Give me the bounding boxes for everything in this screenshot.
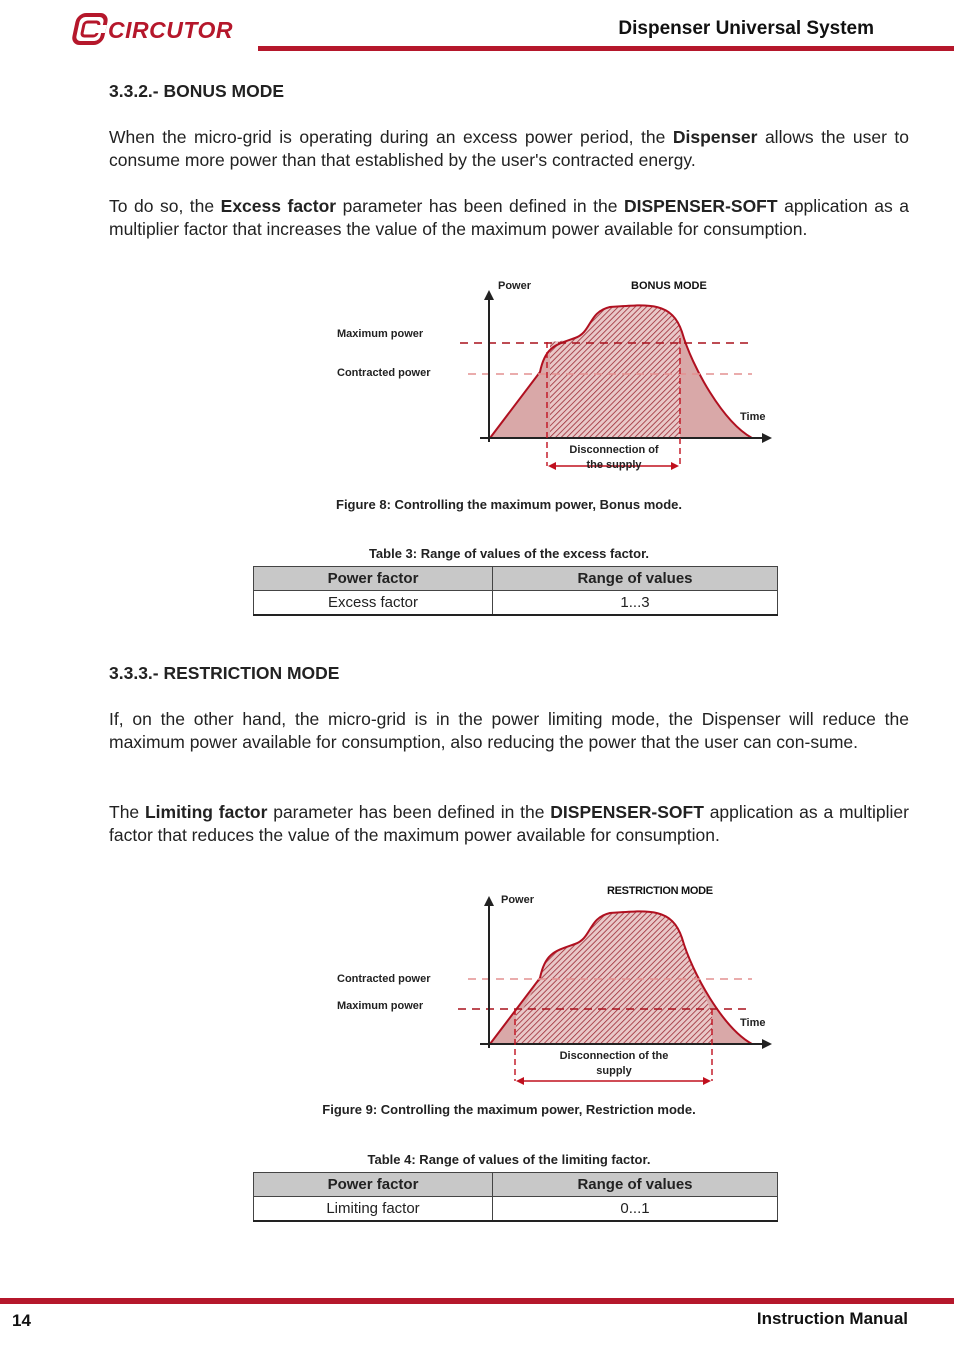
bracket-label-line-2: the supply [586,459,642,471]
x-axis-label: Time [740,1017,766,1029]
circutor-logo [70,10,250,48]
text-run: To do so, the [109,196,221,216]
text-run: application as a multiplier factor that reduces the value of the maximum power available for consumption. [109,802,909,845]
bracket-arrow-right [671,462,679,470]
column-header: Power factor [254,1173,493,1197]
x-axis-arrow [762,1039,772,1049]
table-row [254,1197,778,1222]
bonus-paragraph-2 [109,195,909,241]
y-axis-label: Power [498,280,532,292]
bold-term: DISPENSER-SOFT [550,802,704,822]
document-title: Dispenser Universal System [618,18,874,39]
table-cell: 1...3 [493,591,778,616]
section-heading-bonus: 3.3.2.- BONUS MODE [109,81,285,101]
limiting-factor-table [253,1172,778,1222]
upper-line-label: Contracted power [337,973,431,985]
figure-title: BONUS MODE [631,280,707,292]
text-run: parameter has been defined in the [336,196,624,216]
logo-mark [73,15,109,43]
bracket-arrow-right [703,1077,711,1085]
text-run: allows the user to consume more power than that established by the user's contracted energy. [109,127,909,170]
column-header: Range of values [493,1173,778,1197]
table-3-caption: Table 3: Range of values of the excess factor. [368,546,650,561]
disconnection-area [516,1009,712,1044]
table-row [254,591,778,616]
disconnection-area [550,305,680,438]
table-header-row [254,567,778,591]
column-header: Power factor [254,567,493,591]
figure-restriction-mode [330,878,780,1088]
figure-9-caption: Figure 9: Controlling the maximum power, Restriction mode. [322,1102,696,1117]
section-heading-restriction: 3.3.3.- RESTRICTION MODE [109,663,340,683]
bracket-label-line-1: Disconnection of the [559,1050,669,1062]
text-run: When the micro-grid is operating during an excess power period, the [109,127,673,147]
bold-term: DISPENSER-SOFT [623,196,778,216]
x-axis-arrow [762,433,772,443]
x-axis-label: Time [740,411,766,423]
bold-term: Excess factor [220,196,337,216]
y-axis-arrow [484,290,494,300]
manual-title: Instruction Manual [756,1309,908,1328]
text-run: application as a multiplier factor that increases the value of the maximum power available for consumption. [109,196,909,239]
curve-hatch [523,911,710,1009]
table-header-row [254,1173,778,1197]
text-run: The [109,802,145,822]
excess-factor-table [253,566,778,616]
page-number: 14 [12,1311,31,1330]
table-cell: Excess factor [254,591,493,616]
lower-line-label: Maximum power [337,1000,424,1012]
lower-line-label: Contracted power [337,367,431,379]
bracket-label-line-2: supply [596,1065,632,1077]
table-4-caption: Table 4: Range of values of the limiting factor. [367,1152,651,1167]
logo-wordmark: CIRCUTOR [108,17,233,43]
bold-term: Dispenser [672,127,758,147]
restriction-paragraph-2 [109,801,909,847]
figure-8-caption: Figure 8: Controlling the maximum power, Bonus mode. [336,497,682,512]
figure-title: RESTRICTION MODE [607,885,713,897]
footer-rule [0,1298,954,1304]
figure-bonus-mode [330,272,780,477]
text-run: parameter has been defined in the [267,802,551,822]
table-cell: 0...1 [493,1197,778,1222]
upper-line-label: Maximum power [337,328,424,340]
y-axis-arrow [484,896,494,906]
table-cell: Limiting factor [254,1197,493,1222]
bracket-arrow-left [548,462,556,470]
bracket-label-line-1: Disconnection of [569,444,659,456]
restriction-paragraph-1: If, on the other hand, the micro-grid is in the power limiting mode, the Dispenser will reduce the maximum power available for consumption, also reducing the power that the user can con-sume. [109,709,909,752]
column-header: Range of values [493,567,778,591]
header-rule [258,46,954,51]
bracket-arrow-left [516,1077,524,1085]
y-axis-label: Power [501,894,535,906]
bold-term: Limiting factor [144,802,268,822]
bonus-paragraph-1 [109,126,909,172]
